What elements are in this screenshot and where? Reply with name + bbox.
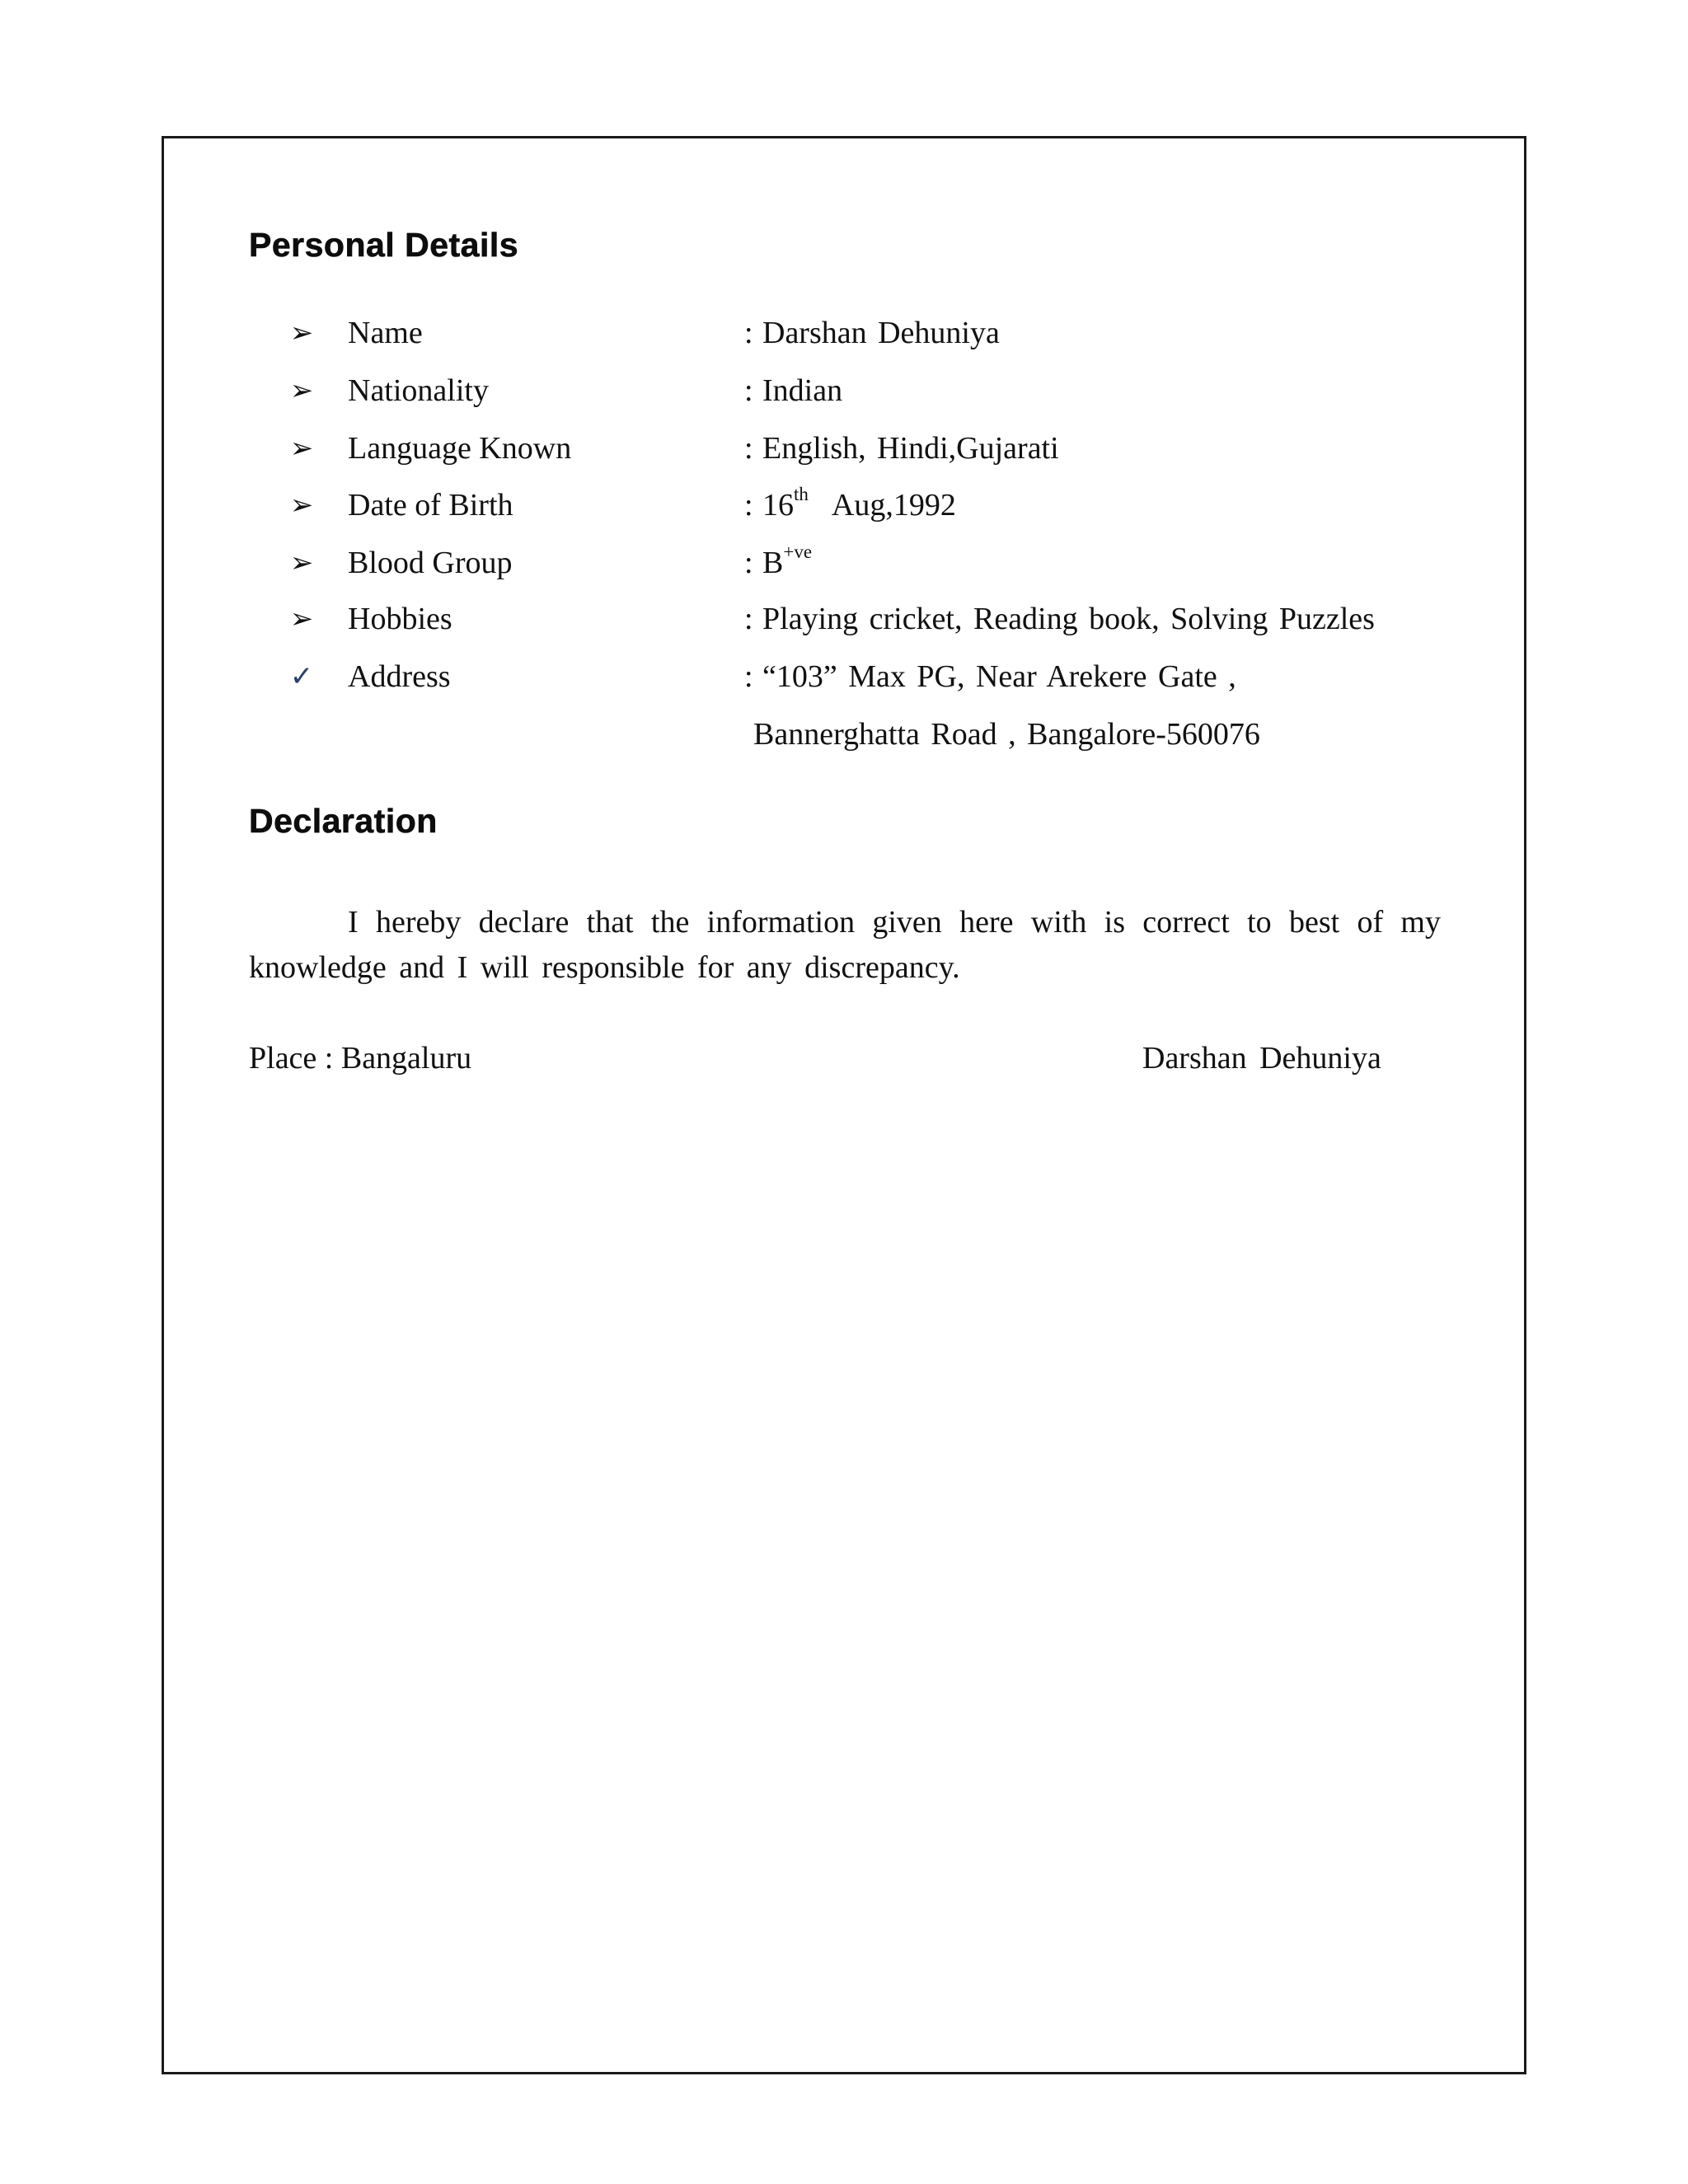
detail-value: English, Hindi,Gujarati: [762, 431, 1059, 466]
detail-value: [762, 480, 956, 530]
detail-label: Hobbies: [348, 602, 452, 636]
detail-label: Name: [348, 316, 423, 350]
detail-row-address: [0, 652, 1688, 701]
detail-row-nationality: [0, 366, 1688, 415]
detail-separator: :: [744, 659, 753, 694]
detail-row-address-line2: [0, 710, 1688, 759]
dob-month-year: Aug,1992: [831, 488, 956, 523]
detail-value: Indian: [762, 373, 843, 408]
personal-details-heading: Personal Details: [249, 226, 519, 264]
declaration-heading: Declaration: [249, 802, 438, 840]
arrow-bullet-icon: ➢: [289, 374, 314, 407]
place-line: Place : Bangaluru: [249, 1041, 472, 1076]
detail-value: Darshan Dehuniya: [762, 316, 1000, 350]
detail-label: Blood Group: [348, 546, 513, 580]
detail-separator: :: [744, 373, 753, 408]
detail-value: “103” Max PG, Near Arekere Gate ,: [762, 659, 1236, 694]
detail-label: Date of Birth: [348, 488, 513, 523]
arrow-bullet-icon: ➢: [289, 432, 314, 465]
detail-row-blood-group: [0, 538, 1688, 588]
dob-day: 16: [762, 488, 794, 523]
blood-group-letter: B: [762, 546, 784, 580]
blood-group-rh: +ve: [783, 541, 813, 563]
detail-row-name: [0, 308, 1688, 358]
detail-separator: :: [744, 488, 753, 523]
arrow-bullet-icon: ➢: [289, 316, 314, 349]
dob-suffix: th: [794, 484, 809, 505]
detail-row-hobbies: [0, 594, 1688, 644]
detail-separator: :: [744, 316, 753, 350]
detail-separator: :: [744, 602, 753, 636]
detail-value: [762, 538, 812, 588]
detail-row-date-of-birth: [0, 480, 1688, 530]
detail-label: Address: [348, 659, 451, 694]
detail-label: Language Known: [348, 431, 572, 466]
checkmark-bullet-icon: ✓: [289, 660, 314, 693]
arrow-bullet-icon: ➢: [289, 489, 314, 522]
address-line-2: Bannerghatta Road , Bangalore-560076: [753, 717, 1260, 752]
arrow-bullet-icon: ➢: [289, 546, 314, 579]
signature-name: Darshan Dehuniya: [1142, 1041, 1381, 1076]
detail-separator: :: [744, 431, 753, 466]
detail-row-language: [0, 424, 1688, 473]
detail-value: Playing cricket, Reading book, Solving Puzzles: [762, 602, 1375, 636]
arrow-bullet-icon: ➢: [289, 602, 314, 635]
declaration-text: I hereby declare that the information given here with is correct to best of my knowledge and I will responsible for any discrepancy.: [249, 905, 1441, 985]
detail-label: Nationality: [348, 373, 489, 408]
detail-separator: :: [744, 546, 753, 580]
